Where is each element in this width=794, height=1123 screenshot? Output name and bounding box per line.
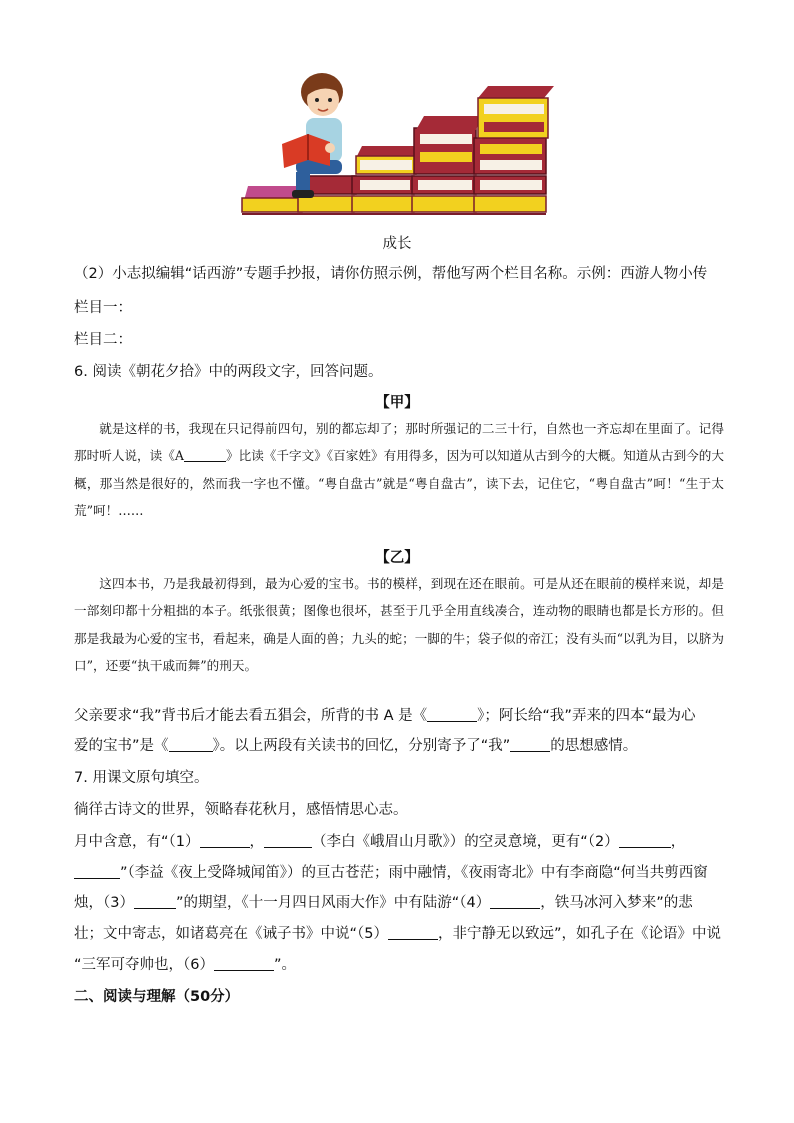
- passage-jia-heading: 【甲】: [375, 395, 419, 411]
- passage-jia-text-b: 》比读《千字文》《百家姓》有用得多，因为可以知道从古到今的大概。知道从古到今的大概，那当然是很好的，然而我一字也不懂。“粤自盘古”就是“粤自盘古”，读下去，记住它，“粤自盘古”呵！“生于太荒”呵！……: [74, 448, 724, 518]
- column-two-label: 栏目二：: [74, 332, 132, 348]
- q7-line-3: 烛，（3） ”的期望，《十一月四日风雨大作》中有陆游“（4） ，铁马冰河入梦来”的悲: [74, 895, 693, 911]
- q7-line-4: 壮；文中寄志，如诸葛亮在《诫子书》中说“（5） ，非宁静无以致远”，如孔子在《论语》中说: [74, 926, 722, 942]
- q6-answer-line-2: 爱的宝书”是《 》。以上两段有关读书的回忆，分别寄予了“我” 的思想感情。: [74, 738, 638, 754]
- column-one-label: 栏目一：: [74, 300, 132, 316]
- q6-answer-line-1: 父亲要求“我”背书后才能去看五猖会，所背的书 A 是《 》；阿长给“我”弄来的四本“最为心: [74, 708, 696, 724]
- blank-feelings[interactable]: [510, 737, 550, 753]
- blank-3[interactable]: [134, 894, 176, 910]
- blank-1b[interactable]: [264, 833, 312, 849]
- q5-part2-prompt: （2）小志拟编辑“话西游”专题手抄报，请你仿照示例，帮他写两个栏目名称。示例：西游人物小传: [74, 266, 708, 282]
- boy-reading-on-books-illustration: [238, 68, 554, 218]
- passage-yi: [74, 570, 724, 679]
- blank-book-a[interactable]: [184, 449, 226, 463]
- illustration-caption: 成长: [382, 236, 412, 252]
- q7-line-2: ”（李益《夜上受降城闻笛》）的亘古苍茫；雨中融情，《夜雨寄北》中有李商隐“何当共剪西窗: [74, 861, 708, 882]
- passage-yi-heading: 【乙】: [375, 550, 419, 566]
- section-2-heading: 二、阅读与理解（50分）: [74, 989, 240, 1005]
- book-stack-second: [300, 176, 546, 194]
- q7-line-1: 月中含意，有“（1） ， （李白《峨眉山月歌》）的空灵意境，更有“（2） ，: [74, 834, 686, 850]
- blank-5[interactable]: [388, 925, 438, 941]
- blank-1a[interactable]: [200, 833, 250, 849]
- question-7-intro: 徜徉古诗文的世界，领略春花秋月，感悟情思心志。: [74, 802, 408, 818]
- blank-2b[interactable]: [74, 864, 120, 880]
- passage-jia: [74, 415, 724, 524]
- blank-treasured-book[interactable]: [169, 737, 213, 753]
- passage-yi-text: 这四本书，乃是我最初得到，最为心爱的宝书。书的模样，到现在还在眼前。可是从还在眼前的模样来说，却是一部刻印都十分粗拙的本子。纸张很黄；图像也很坏，甚至于几乎全用直线凑合，连动物的眼睛也都是长方形的。但那是我最为心爱的宝书，看起来，确是人面的兽；九头的蛇；一脚的牛；袋子似的帝江；没有头而“以乳为目，以脐为口”，还要“执干戚而舞”的刑天。: [74, 576, 724, 673]
- passage-jia-text-a: 就是这样的书，我现在只记得前四句，别的都忘却了；那时所强记的二三十行，自然也一齐忘却在里面了。记得那时听人说，读《A: [74, 421, 724, 464]
- blank-6[interactable]: [214, 956, 274, 972]
- question-7-title: 7. 用课文原句填空。: [74, 770, 209, 786]
- blank-2a[interactable]: [619, 833, 671, 849]
- question-6-title: 6. 阅读《朝花夕拾》中的两段文字，回答问题。: [74, 364, 383, 380]
- blank-book-a-answer[interactable]: [427, 707, 477, 723]
- blank-4[interactable]: [490, 894, 540, 910]
- q7-line-5: “三军可夺帅也，（6） ”。: [74, 957, 297, 973]
